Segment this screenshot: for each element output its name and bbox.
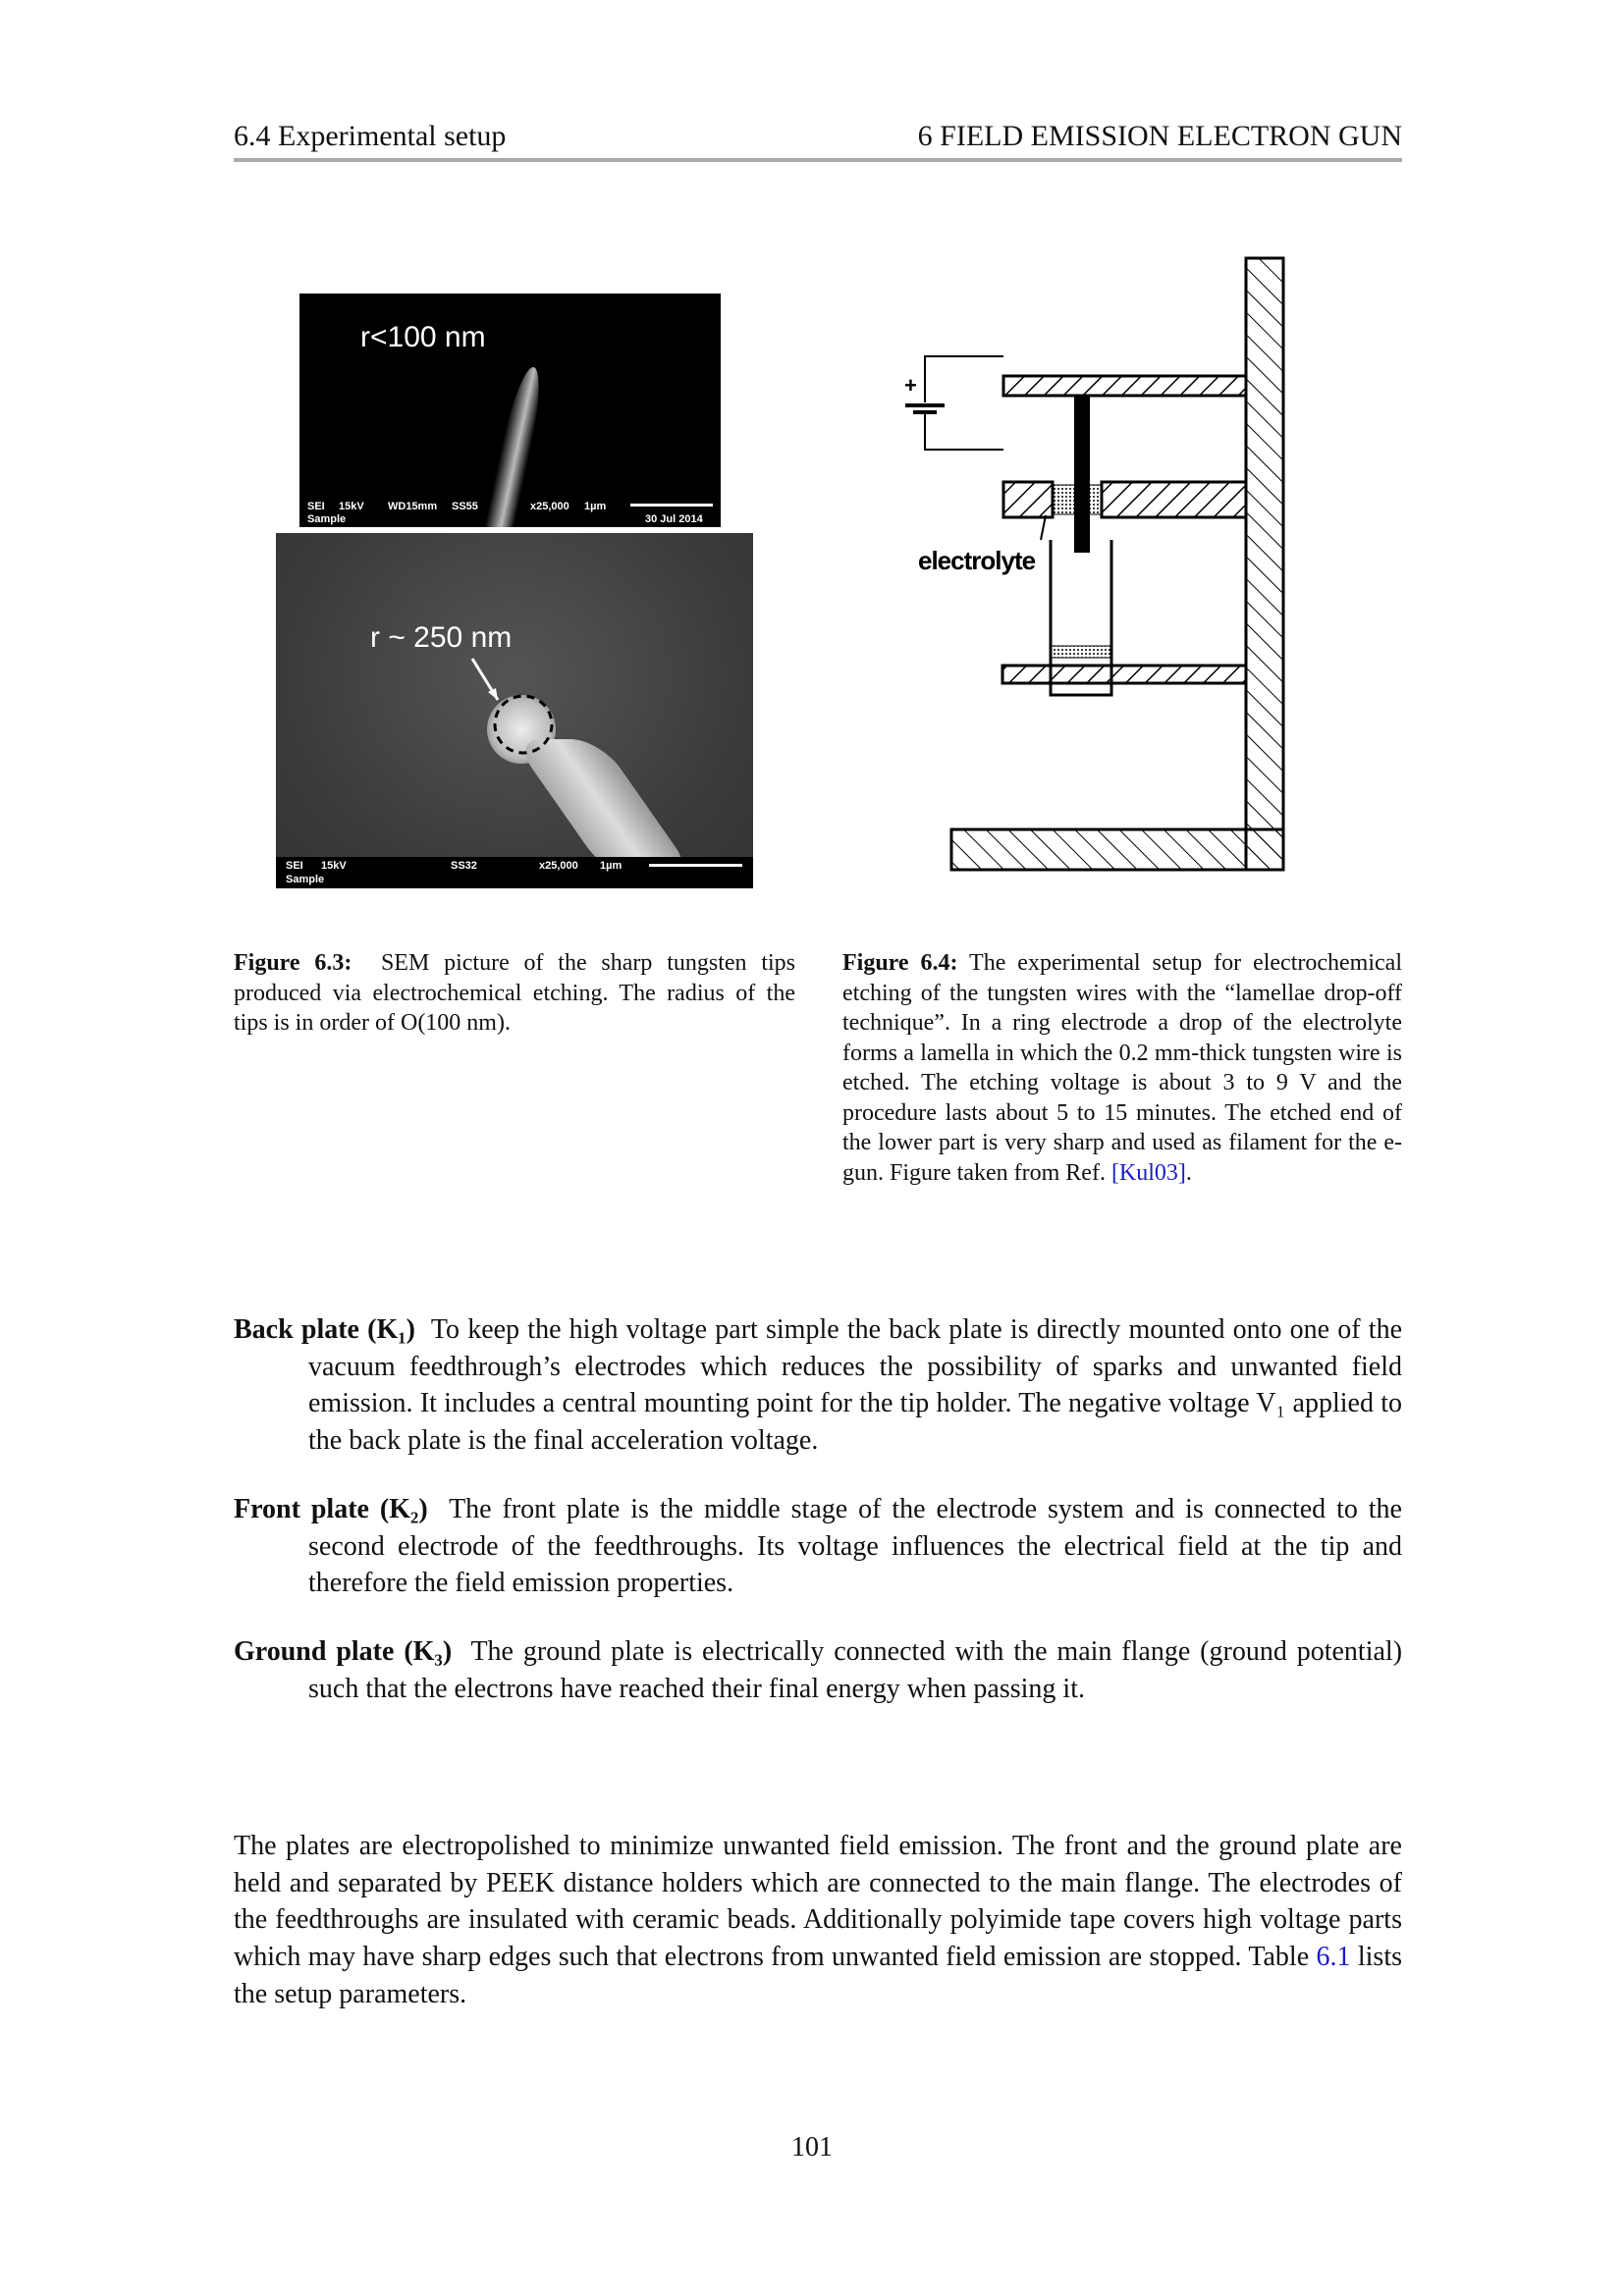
sem-info: 15kV: [321, 860, 347, 872]
page-number: 101: [791, 2132, 833, 2163]
ring-electrode-right: [1102, 482, 1246, 517]
table-link[interactable]: 6.1: [1316, 1942, 1351, 1973]
circuit-wire: [925, 356, 1003, 450]
caption-text: SEM picture of the sharp tungsten tips produced via electrochemical etching. The radius of the tips is in order of O(100 nm).: [234, 950, 795, 1036]
figure-label: Figure 6.3:: [234, 950, 352, 976]
sem-info: x25,000: [530, 501, 569, 512]
figure-6-3-caption: [234, 948, 795, 1039]
etching-setup-diagram: [0, 0, 1624, 883]
battery-icon: [905, 405, 945, 412]
header-section: 6.4 Experimental setup: [234, 120, 507, 152]
sem-info: 15kV: [339, 501, 364, 512]
sem-top-label: r<100 nm: [360, 321, 486, 353]
sem-date: 30 Jul 2014: [645, 513, 703, 525]
citation-link[interactable]: [Kul03]: [1110, 1159, 1186, 1186]
bottom-plate: [1002, 666, 1246, 683]
sem-info: 1µm: [584, 501, 607, 512]
top-plate: [1003, 376, 1246, 396]
sem-info: 1µm: [600, 860, 623, 872]
figure-label: Figure 6.4:: [842, 950, 958, 976]
cup-electrolyte: [1051, 646, 1111, 658]
term: Ground plate (K₃): [234, 1635, 453, 1667]
ring-electrode-left: [1003, 482, 1053, 517]
definition-text: The ground plate is electrically connected with the main flange (ground potential) such that the electrons have reached their final energy when passing it.: [308, 1635, 1403, 1704]
definition-ground-plate: [234, 1633, 1402, 1707]
paragraph-end: lists the setup parameters.: [234, 1942, 1403, 2009]
electrolyte-label: electrolyte: [918, 546, 1036, 575]
term: Back plate (K₁): [234, 1314, 415, 1345]
sem-info: SS55: [452, 501, 478, 512]
sem-info: SS32: [451, 860, 477, 872]
sem-info: SEI: [286, 860, 303, 872]
definition-back-plate: [234, 1311, 1402, 1460]
electrolyte-pointer: [1041, 515, 1046, 540]
tungsten-wire: [1074, 396, 1090, 553]
sem-bottom-label: r ~ 250 nm: [370, 621, 513, 654]
sem-info: x25,000: [539, 860, 578, 872]
definition-front-plate: [234, 1491, 1402, 1602]
definition-text: The front plate is the middle stage of the electrode system and is connected to the second electrode of the feedthroughs. Its voltage influences the electrical field at the tip and therefore the field emission properties.: [308, 1493, 1402, 1599]
sem-sample: Sample: [307, 513, 347, 525]
figure-6-4-caption: [842, 948, 1402, 1188]
sem-info: WD15mm: [388, 501, 438, 512]
header-chapter: 6 FIELD EMISSION ELECTRON GUN: [917, 120, 1402, 152]
caption-text: The experimental setup for electrochemical etching of the tungsten wires with the “lamellae drop-off technique”. In a ring electrode a drop of the electrolyte forms a lamella in which the 0.2 mm-thick tungsten wire is etched. The etching voltage is about 3 to 9 V and the procedure lasts about 5 to 15 minutes. The etched end of the lower part is very sharp and used as filament for the e-gun. Figure taken from Ref.: [842, 950, 1402, 1186]
caption-end: .: [1185, 1159, 1192, 1186]
plate-definitions: [234, 1311, 1402, 1738]
term: Front plate (K₂): [234, 1493, 428, 1524]
paragraph-text: The plates are electropolished to minimize unwanted field emission. The front and the ground plate are held and separated by PEEK distance holders which are connected to the main flange. The electrodes of the feedthroughs are insulated with ceramic beads. Additionally polyimide tape covers high voltage parts which may have sharp edges such that electrons from unwanted field emission are stopped. Table: [234, 1831, 1402, 1973]
battery-sign: +: [904, 373, 917, 398]
body-paragraph: [234, 1828, 1402, 2013]
definition-text: To keep the high voltage part simple the back plate is directly mounted onto one of the vacuum feedthrough’s electrodes which reduces the possibility of sparks and unwanted field emission. It includes a central mounting point for the tip holder. The negative voltage V₁ applied to the back plate is the final acceleration voltage.: [308, 1314, 1402, 1457]
sem-info: SEI: [307, 501, 325, 512]
sem-sample: Sample: [286, 874, 325, 885]
